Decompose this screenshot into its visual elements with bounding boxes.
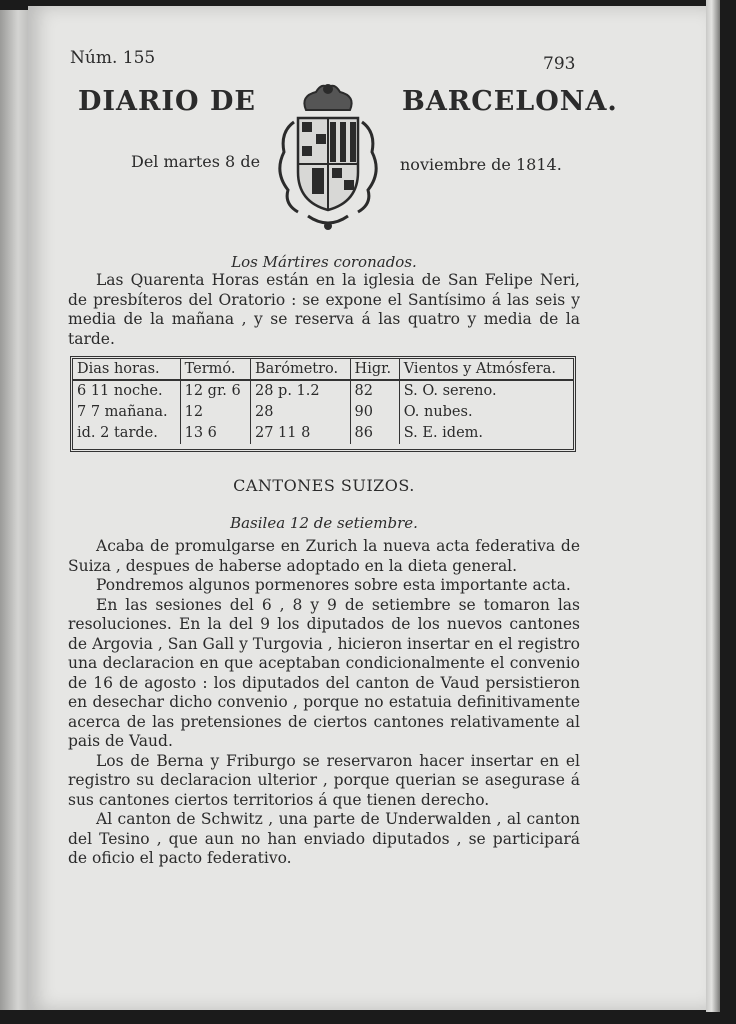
- masthead-title-left: DIARIO DE: [78, 86, 256, 117]
- issue-date-left: Del martes 8 de: [131, 152, 261, 171]
- article-paragraph: En las sesiones del 6 , 8 y 9 de setiembre se tomaron las resoluciones. En la del 9 los diputados de los nuevos cantones de Argovia , San Gall y Turgovia , hicieron insertar en el registro una declaracion en que aceptaban condicionalmente el convenio de 16 de agosto : los diputados del canton de Vaud persistieron en desechar dicho convenio , porque no estatuia definitivamente acerca de las pretensiones de ciertos cantones relativamente al pais de Vaud.: [68, 595, 580, 750]
- weather-cell: 12: [180, 402, 250, 423]
- weather-cell: 27 11 8: [250, 423, 350, 444]
- weather-header-row: [73, 359, 573, 380]
- religious-paragraph: Las Quarenta Horas están en la iglesia de San Felipe Neri, de presbíteros del Oratorio : se expone el Santísimo á las seis y media de la mañana , y se reserva á las quatro y media de la tarde.: [68, 271, 580, 348]
- article-paragraph: Pondremos algunos pormenores sobre esta importante acta.: [96, 576, 571, 594]
- weather-cell: 12 gr. 6: [180, 380, 250, 402]
- weather-cell: 86: [350, 423, 399, 444]
- issue-number: Núm. 155: [70, 48, 156, 68]
- weather-header-days: Dias horas.: [73, 359, 180, 380]
- table-row: [73, 423, 573, 444]
- weather-cell: S. O. sereno.: [403, 383, 497, 399]
- weather-cell: 82: [350, 380, 399, 402]
- weather-cell: 6 11 noche.: [73, 380, 180, 402]
- weather-cell: O. nubes.: [403, 404, 473, 420]
- article-paragraph: Los de Berna y Friburgo se reservaron hacer insertar en el registro su declaracion ulterior , porque querian se asegurase á sus cantones ciertos territorios á que tienen derecho.: [68, 751, 580, 809]
- weather-table: [70, 356, 576, 452]
- weather-header-barometer: Barómetro.: [250, 359, 350, 380]
- weather-cell: S. E. idem.: [403, 425, 484, 441]
- weather-cell: 28: [250, 402, 350, 423]
- coat-of-arms-icon: [268, 80, 388, 236]
- religious-notice: [68, 271, 580, 349]
- table-row: [73, 402, 573, 423]
- left-page-edge: [0, 10, 30, 1010]
- masthead-title-right: BARCELONA.: [402, 86, 618, 117]
- weather-cell: 13 6: [180, 423, 250, 444]
- weather-cell: 7 7 mañana.: [73, 402, 180, 423]
- weather-header-hygrometer: Higr.: [350, 359, 399, 380]
- religious-heading: Los Mártires coronados.: [231, 253, 417, 271]
- weather-header-winds: Vientos y Atmósfera.: [399, 359, 573, 380]
- section-title: CANTONES SUIZOS.: [233, 476, 415, 495]
- article-body: [68, 537, 580, 869]
- page-number: 793: [543, 54, 576, 74]
- right-page-edge: [706, 0, 720, 1012]
- article-paragraph: Acaba de promulgarse en Zurich la nueva acta federativa de Suiza , despues de haberse adoptado en la dieta general.: [68, 537, 580, 575]
- weather-cell: 28 p. 1.2: [250, 380, 350, 402]
- article-dateline: Basilea 12 de setiembre.: [230, 514, 418, 532]
- weather-cell: 90: [350, 402, 399, 423]
- weather-cell: id. 2 tarde.: [73, 423, 180, 444]
- issue-date-right: noviembre de 1814.: [400, 155, 562, 174]
- table-row: [73, 380, 573, 402]
- weather-header-thermometer: Termó.: [180, 359, 250, 380]
- article-paragraph: Al canton de Schwitz , una parte de Underwalden , al canton del Tesino , que aun no han enviado diputados , se participará de oficio el pacto federativo.: [68, 810, 580, 867]
